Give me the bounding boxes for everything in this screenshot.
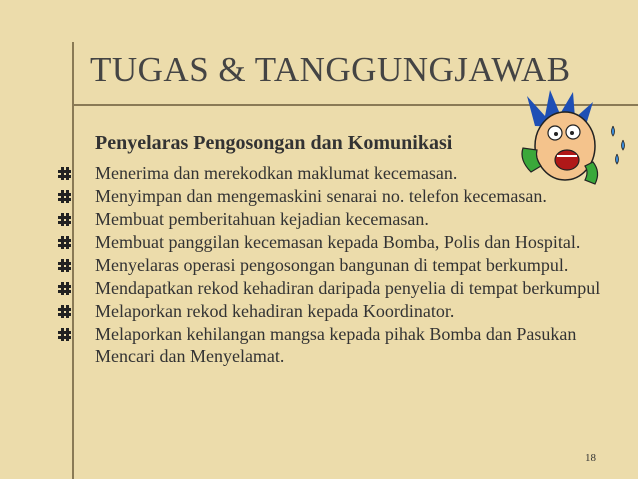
bullet-text: Menyelaras operasi pengosongan bangunan di tempat berkumpul. xyxy=(95,255,569,275)
square-bullet-icon xyxy=(58,167,71,180)
bullet-item xyxy=(50,231,625,253)
square-bullet-icon xyxy=(58,190,71,203)
slide-title: TUGAS & TANGGUNGJAWAB xyxy=(90,50,571,89)
bullet-item xyxy=(50,208,638,230)
bullet-item xyxy=(50,185,638,207)
bullet-text: Menerima dan merekodkan maklumat kecemasan. xyxy=(95,163,458,183)
bullet-text: Menyimpan dan mengemaskini senarai no. telefon kecemasan. xyxy=(95,186,547,206)
bullet-text: Melaporkan kehilangan mangsa kepada pihak Bomba dan Pasukan Mencari dan Menyelamat. xyxy=(95,324,577,366)
slide-subtitle: Penyelaras Pengosongan dan Komunikasi xyxy=(95,132,453,154)
square-bullet-icon xyxy=(58,328,71,341)
bullet-text: Membuat panggilan kecemasan kepada Bomba, Polis dan Hospital. xyxy=(95,232,581,252)
page-number: 18 xyxy=(585,452,596,464)
square-bullet-icon xyxy=(58,213,71,226)
bullet-text: Melaporkan rekod kehadiran kepada Koordinator. xyxy=(95,301,455,321)
bullet-item xyxy=(50,162,638,184)
bullet-text: Mendapatkan rekod kehadiran daripada penyelia di tempat berkumpul xyxy=(95,278,601,298)
bullet-item xyxy=(50,323,615,367)
bullet-item xyxy=(50,277,625,299)
square-bullet-icon xyxy=(58,259,71,272)
bullet-text: Membuat pemberitahuan kejadian kecemasan. xyxy=(95,209,429,229)
bullet-item xyxy=(50,254,625,276)
square-bullet-icon xyxy=(58,282,71,295)
bullet-item xyxy=(50,300,638,322)
bullet-list xyxy=(50,162,638,368)
square-bullet-icon xyxy=(58,236,71,249)
square-bullet-icon xyxy=(58,305,71,318)
